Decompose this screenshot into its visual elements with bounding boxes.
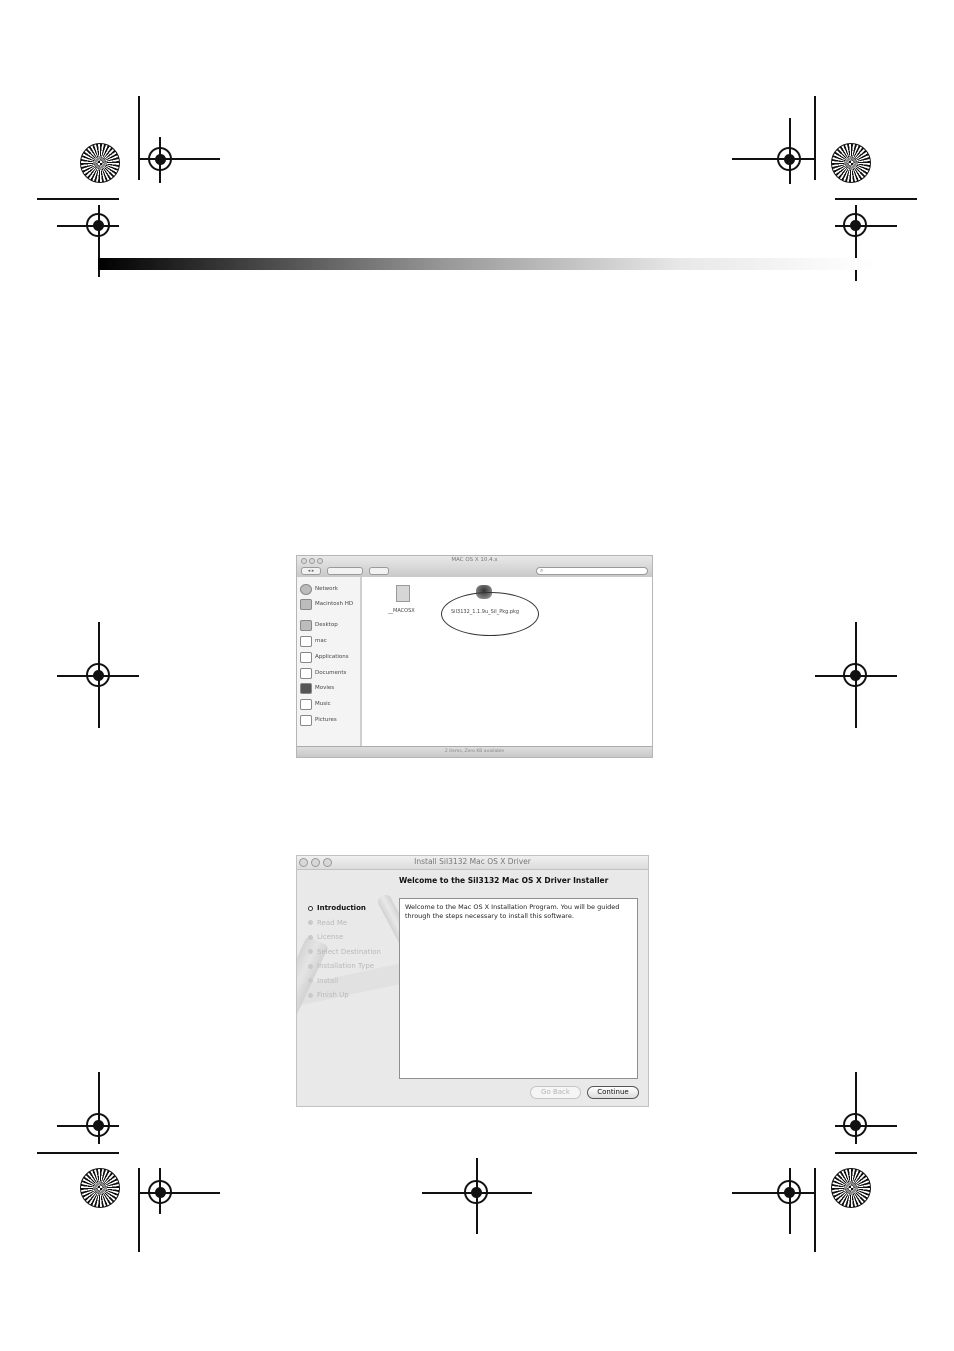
finder-sidebar: [297, 577, 362, 747]
crop-line: [138, 1168, 140, 1252]
finder-titlebar: [297, 556, 652, 578]
installer-text-pane: Welcome to the Mac OS X Installation Program. You will be guided through the steps necessary to install this software.: [399, 898, 638, 1079]
finder-window: [296, 555, 653, 758]
registration-mark: [777, 147, 801, 171]
crop-line: [732, 1192, 814, 1194]
registration-mark: [843, 663, 867, 687]
sidebar-item-music[interactable]: Music: [300, 698, 331, 710]
movies-icon: [300, 683, 312, 694]
crop-line: [138, 96, 140, 180]
installer-window: [296, 855, 649, 1107]
header-gradient-bar: [98, 258, 876, 270]
crop-line: [814, 1168, 816, 1252]
network-icon: [300, 584, 312, 595]
search-icon: ⌕: [540, 567, 544, 574]
crop-line: [835, 198, 917, 200]
step-installation-type: Installation Type: [308, 959, 381, 974]
installer-titlebar: [297, 856, 648, 870]
registration-mark: [777, 1180, 801, 1204]
sidebar-item-mac[interactable]: mac: [300, 635, 327, 647]
crop-line: [732, 158, 814, 160]
file-label-pkg[interactable]: SiI3132_1.1.9u_SiI_Pkg.pkg: [451, 609, 520, 615]
step-indicator-icon: [308, 949, 313, 954]
registration-mark: [86, 213, 110, 237]
step-license: License: [308, 930, 381, 945]
step-indicator-icon: [308, 935, 313, 940]
starburst-mark-bottom-right: [831, 1168, 871, 1208]
step-install: Install: [308, 974, 381, 989]
file-label-macosx[interactable]: __MACOSX: [388, 608, 415, 614]
starburst-mark-top-left: [80, 143, 120, 183]
registration-mark: [86, 663, 110, 687]
crop-line: [814, 96, 816, 180]
hard-drive-icon: [300, 599, 312, 610]
step-indicator-icon: [308, 906, 313, 911]
registration-mark: [464, 1180, 488, 1204]
action-menu-button[interactable]: [369, 567, 389, 575]
crop-line: [37, 198, 119, 200]
step-indicator-icon: [308, 920, 313, 925]
sidebar-item-documents[interactable]: Documents: [300, 667, 346, 679]
applications-icon: [300, 652, 312, 663]
installer-steps: [308, 901, 381, 1003]
folder-icon[interactable]: [396, 585, 410, 602]
continue-button[interactable]: Continue: [587, 1086, 639, 1099]
installer-heading: Welcome to the SiI3132 Mac OS X Driver Installer: [399, 876, 609, 885]
registration-mark: [148, 147, 172, 171]
sidebar-item-movies[interactable]: Movies: [300, 682, 334, 694]
sidebar-item-network[interactable]: Network: [300, 583, 338, 595]
step-finish-up: Finish Up: [308, 988, 381, 1003]
go-back-button[interactable]: Go Back: [530, 1086, 581, 1099]
highlight-ellipse: [441, 592, 539, 636]
view-mode-buttons[interactable]: [327, 567, 363, 575]
step-indicator-icon: [308, 993, 313, 998]
step-indicator-icon: [308, 978, 313, 983]
sidebar-item-desktop[interactable]: Desktop: [300, 619, 338, 631]
registration-mark: [843, 213, 867, 237]
music-icon: [300, 699, 312, 710]
step-read-me: Read Me: [308, 916, 381, 931]
step-select-destination: Select Destination: [308, 945, 381, 960]
crop-line: [37, 1152, 119, 1154]
step-indicator-icon: [308, 964, 313, 969]
starburst-mark-top-right: [831, 143, 871, 183]
pictures-icon: [300, 715, 312, 726]
search-field[interactable]: [536, 567, 648, 575]
sidebar-item-applications[interactable]: Applications: [300, 651, 349, 663]
starburst-mark-bottom-left: [80, 1168, 120, 1208]
finder-window-title: MAC OS X 10.4.x: [451, 557, 498, 563]
registration-mark: [148, 1180, 172, 1204]
desktop-icon: [300, 620, 312, 631]
finder-content: [362, 577, 652, 747]
finder-status-bar: 2 items, Zero KB available: [297, 746, 652, 757]
registration-mark: [86, 1113, 110, 1137]
documents-icon: [300, 668, 312, 679]
installer-window-title: Install SiI3132 Mac OS X Driver: [414, 857, 531, 866]
sidebar-item-pictures[interactable]: Pictures: [300, 714, 337, 726]
crop-line: [835, 1152, 917, 1154]
step-introduction: Introduction: [308, 901, 381, 916]
back-forward-button[interactable]: ◂ ▸: [301, 567, 321, 575]
home-icon: [300, 636, 312, 647]
registration-mark: [843, 1113, 867, 1137]
sidebar-item-macintosh-hd[interactable]: Macintosh HD: [300, 598, 353, 610]
